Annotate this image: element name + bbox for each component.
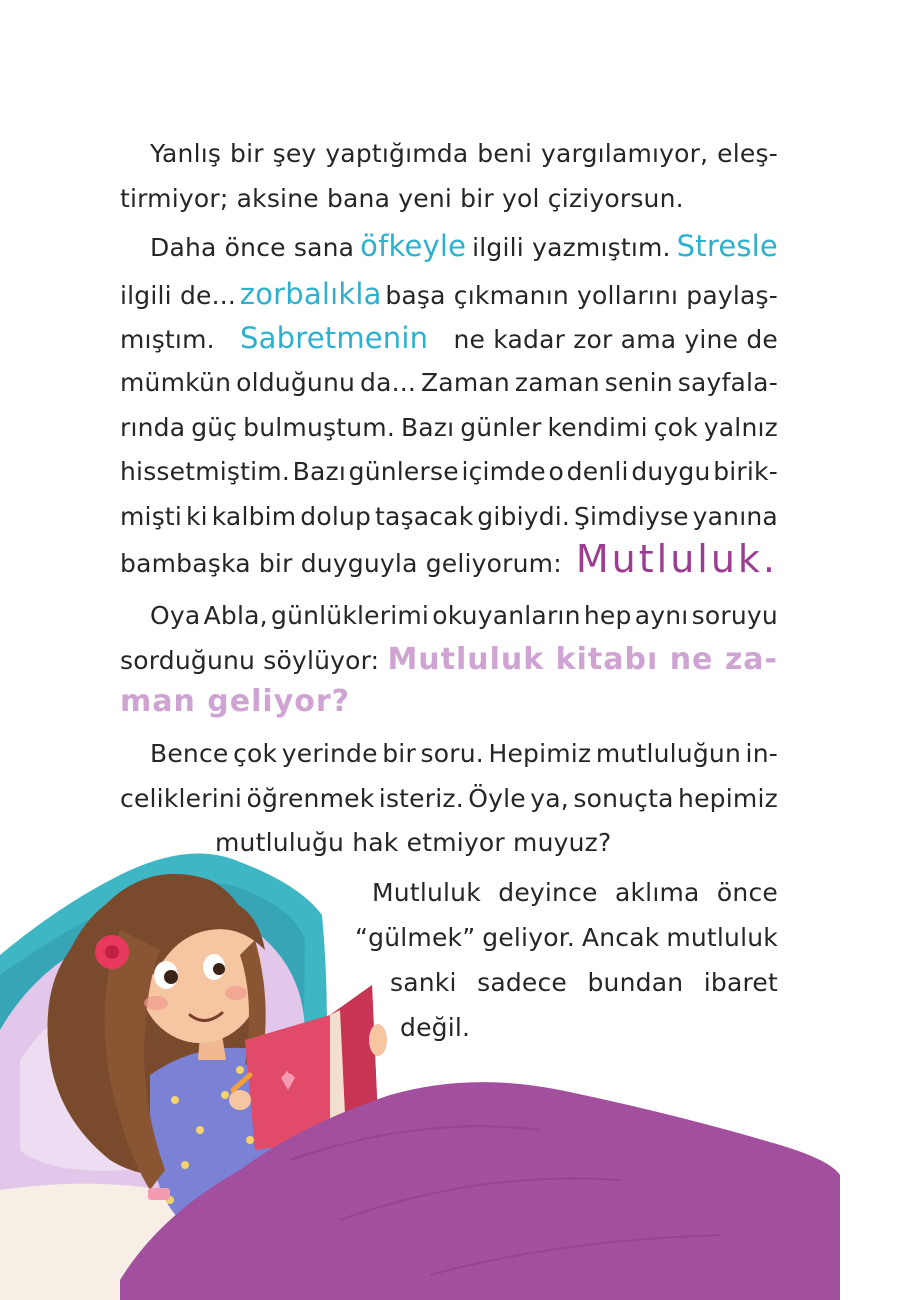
word: güç bbox=[191, 413, 238, 442]
word: Bazı bbox=[400, 413, 455, 442]
highlight-word: Mutluluk. bbox=[575, 537, 779, 581]
p2-line-8 bbox=[120, 537, 779, 581]
word: zaman bbox=[514, 368, 600, 397]
word: mişti bbox=[120, 502, 183, 531]
word: Öyle bbox=[468, 784, 526, 813]
word: dolup bbox=[300, 502, 372, 531]
word: aynı bbox=[634, 601, 689, 630]
word: yargılamıyor, bbox=[541, 139, 709, 168]
word: beni bbox=[477, 139, 533, 168]
word: günler bbox=[460, 413, 542, 442]
word: olduğunu bbox=[236, 368, 356, 397]
p4-line-1 bbox=[150, 738, 778, 770]
word: gibiydi. bbox=[477, 502, 571, 531]
word: yanına bbox=[692, 502, 778, 531]
p2-line-5 bbox=[120, 412, 778, 444]
word: senin bbox=[604, 368, 673, 397]
word: hissetmiştim. bbox=[120, 457, 290, 486]
word: celiklerini bbox=[120, 784, 243, 813]
word: bir bbox=[382, 739, 416, 768]
word: isteriz. bbox=[378, 784, 464, 813]
p5-line-2 bbox=[355, 922, 778, 954]
word: mümkün bbox=[120, 368, 232, 397]
word: Ancak bbox=[581, 923, 660, 952]
word: duygu bbox=[631, 457, 711, 486]
word: Bence bbox=[150, 739, 229, 768]
word: in- bbox=[745, 739, 778, 768]
word: Yanlış bbox=[150, 139, 222, 168]
text-run: Daha önce sana bbox=[150, 233, 355, 262]
word: yaptığımda bbox=[325, 139, 469, 168]
word: içimde bbox=[461, 457, 546, 486]
highlight-word: öfkeyle bbox=[360, 229, 467, 263]
word: Bazı bbox=[292, 457, 346, 486]
text-run: bambaşka bir duyguyla geliyorum: bbox=[120, 549, 562, 578]
word: taşacak bbox=[374, 502, 474, 531]
word: sayfala- bbox=[677, 368, 778, 397]
word: öğrenmek bbox=[246, 784, 375, 813]
word: ibaret bbox=[703, 968, 778, 997]
text-run: ilgili de... bbox=[120, 281, 237, 310]
word: sadece bbox=[477, 968, 568, 997]
word: Hepimiz bbox=[488, 739, 592, 768]
p2-line-6 bbox=[120, 456, 778, 488]
p3-line-1 bbox=[150, 600, 778, 632]
word: bundan bbox=[587, 968, 684, 997]
word: “gülmek” bbox=[355, 923, 476, 952]
word: Abla, bbox=[203, 601, 268, 630]
word: da... bbox=[360, 368, 417, 397]
word: denli bbox=[566, 457, 629, 486]
word: eleş- bbox=[717, 139, 778, 168]
text-run: ilgili yazmıştım. bbox=[472, 233, 671, 262]
word: yalnız bbox=[703, 413, 778, 442]
p3-line-3 bbox=[120, 686, 350, 719]
word: günlüklerimi bbox=[271, 601, 430, 630]
p2-line-2 bbox=[120, 278, 778, 312]
word: birik- bbox=[713, 457, 778, 486]
p2-line-3 bbox=[120, 322, 778, 356]
text-run: ne kadar zor ama yine de bbox=[453, 325, 778, 354]
word: kalbim bbox=[211, 502, 297, 531]
word: geliyor. bbox=[482, 923, 576, 952]
p2-line-7 bbox=[120, 501, 778, 533]
p2-line-4 bbox=[120, 367, 778, 399]
text-run: mıştım. bbox=[120, 325, 215, 354]
word: günlerse bbox=[348, 457, 459, 486]
word: o bbox=[548, 457, 565, 486]
word: ya, bbox=[530, 784, 569, 813]
word: yerinde bbox=[281, 739, 378, 768]
word: soruyu bbox=[691, 601, 778, 630]
word: aklıma bbox=[614, 878, 700, 907]
p5-line-4: değil. bbox=[400, 1013, 471, 1042]
word: bulmuştum. bbox=[243, 413, 396, 442]
word: ki bbox=[185, 502, 208, 531]
word: kendimi bbox=[547, 413, 648, 442]
p4-line-2 bbox=[120, 783, 778, 815]
highlight-word: zorbalıkla bbox=[239, 277, 382, 311]
text-run: sorduğunu söylüyor: bbox=[120, 646, 380, 675]
word: mutluluk bbox=[666, 923, 778, 952]
word: Mutluluk bbox=[372, 878, 481, 907]
word: mutluluğun bbox=[595, 739, 741, 768]
word: Oya bbox=[150, 601, 201, 630]
word: sanki bbox=[390, 968, 457, 997]
p5-line-1 bbox=[372, 877, 778, 909]
word: şey bbox=[272, 139, 317, 168]
text-run: başa çıkmanın yollarını paylaş- bbox=[385, 281, 778, 310]
word: soru. bbox=[420, 739, 484, 768]
highlight-word: Stresle bbox=[676, 229, 778, 263]
word: hep bbox=[583, 601, 632, 630]
p4-line-3: mutluluğu hak etmiyor muyuz? bbox=[215, 828, 612, 857]
word: Şimdiyse bbox=[573, 502, 689, 531]
word: deyince bbox=[498, 878, 598, 907]
p3-line-2 bbox=[120, 644, 778, 677]
word: okuyanların bbox=[432, 601, 581, 630]
p5-line-3 bbox=[390, 967, 778, 999]
highlight-question: man geliyor? bbox=[120, 684, 351, 719]
word: Zaman bbox=[420, 368, 510, 397]
highlight-word: Sabretmenin bbox=[240, 321, 429, 355]
word: çok bbox=[233, 739, 278, 768]
word: bir bbox=[230, 139, 264, 168]
p1-line-2: tirmiyor; aksine bana yeni bir yol çiziyorsun. bbox=[120, 184, 684, 213]
word: hepimiz bbox=[678, 784, 778, 813]
word: önce bbox=[716, 878, 778, 907]
p1-line-1 bbox=[150, 138, 778, 170]
p2-line-1 bbox=[150, 230, 778, 264]
word: rında bbox=[120, 413, 186, 442]
word: sonuçta bbox=[573, 784, 674, 813]
word: çok bbox=[653, 413, 698, 442]
highlight-question: Mutluluk kitabı ne za- bbox=[387, 642, 778, 677]
